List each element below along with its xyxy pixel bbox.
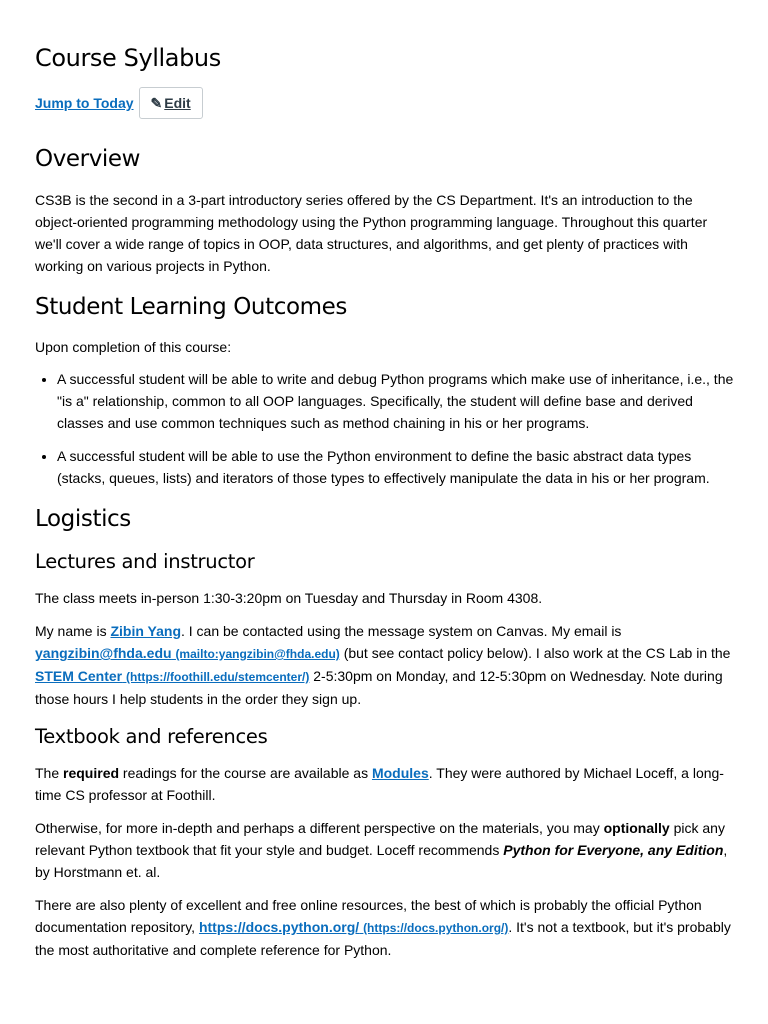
instructor-link[interactable]: Zibin Yang <box>110 623 181 639</box>
optionally-emphasis: optionally <box>603 820 670 836</box>
textbook-text: . It's not a textbook, but it's probably the most authoritative and complete reference for Python. <box>35 919 731 958</box>
overview-heading: Overview <box>35 146 141 172</box>
edit-button[interactable] <box>139 87 203 119</box>
instructor-text: (but see contact policy below). I also work at the CS Lab in the <box>339 645 731 661</box>
pencil-icon: ✎ <box>150 94 163 111</box>
textbook-text: Otherwise, for more in-depth and perhaps a different perspective on the materials, you may <box>35 820 604 836</box>
python-docs-link[interactable] <box>199 919 508 935</box>
logistics-heading: Logistics <box>35 506 131 532</box>
outcomes-intro: Upon completion of this course: <box>35 339 232 355</box>
textbook-text: There are also plenty of excellent and free online resources, the best of which is probably the official Python documentation repository, <box>35 897 702 935</box>
meeting-info: The class meets in-person 1:30-3:20pm on Tuesday and Thursday in Room 4308. <box>35 590 543 606</box>
edit-label: Edit <box>164 95 191 111</box>
email-link-text: yangzibin@fhda.edu <box>35 645 172 661</box>
stem-center-link[interactable] <box>35 668 309 684</box>
email-link[interactable] <box>35 645 340 661</box>
lectures-heading: Lectures and instructor <box>35 550 255 573</box>
outcomes-section <box>35 294 735 500</box>
email-link-url: (mailto:yangzibin@fhda.edu) <box>175 647 340 661</box>
outcome-item: • A successful student will be able to use the Python environment to define the basic abstract data types (stacks, queues, lists) and iterators of those types to effectively manipulate the data in his or her program. <box>57 445 735 489</box>
instructor-text: My name is <box>35 623 111 639</box>
syllabus-actions <box>35 86 203 120</box>
docs-link-text: https://docs.python.org/ <box>198 919 360 935</box>
modules-link[interactable]: Modules <box>371 765 429 781</box>
outcomes-heading: Student Learning Outcomes <box>35 294 347 320</box>
docs-link-url: (https://docs.python.org/) <box>363 921 509 935</box>
required-readings <box>35 762 735 806</box>
textbook-text: . They were authored by Michael Loceff, a long-time CS professor at Foothill. <box>35 765 724 803</box>
textbook-text: The <box>35 765 64 781</box>
logistics-section <box>35 506 735 532</box>
instructor-info <box>35 620 735 710</box>
textbook-text: readings for the course are available as <box>119 765 372 781</box>
instructor-text: . I can be contacted using the message system on Canvas. My email is <box>181 623 622 639</box>
textbook-section <box>35 725 735 961</box>
stem-link-url: (https://foothill.edu/stemcenter/) <box>126 670 310 684</box>
online-resources <box>35 894 735 961</box>
stem-link-text: STEM Center <box>35 668 123 684</box>
outcomes-list <box>35 368 735 489</box>
book-title: Python for Everyone, any Edition <box>503 842 724 858</box>
textbook-text: pick any relevant Python textbook that fit your style and budget. Loceff recommends <box>35 820 725 858</box>
overview-section <box>35 146 735 277</box>
optional-textbook <box>35 817 735 883</box>
textbook-text: , by Horstmann et. al. <box>35 842 728 880</box>
page-title: Course Syllabus <box>35 44 221 72</box>
lectures-section <box>35 550 735 710</box>
textbook-heading: Textbook and references <box>35 725 268 748</box>
outcome-item: • A successful student will be able to write and debug Python programs which make use of inheritance, i.e., the "is a" relationship, common to all OOP languages. Specifically, the student will define base and derived classes and use common techniques such as method chaining in his or her programs. <box>57 368 735 434</box>
instructor-text: 2-5:30pm on Monday, and 12-5:30pm on Wednesday. Note during those hours I help students in the order they sign up. <box>35 668 723 707</box>
required-emphasis: required <box>63 765 120 781</box>
jump-to-today-link[interactable]: Jump to Today <box>35 95 134 111</box>
overview-text: CS3B is the second in a 3-part introductory series offered by the CS Department. It's an introduction to the object-oriented programming methodology using the Python programming language. Throughout this quarter we'll cover a wide range of topics in OOP, data structures, and algorithms, and get plenty of practices with working on various projects in Python. <box>35 192 708 274</box>
